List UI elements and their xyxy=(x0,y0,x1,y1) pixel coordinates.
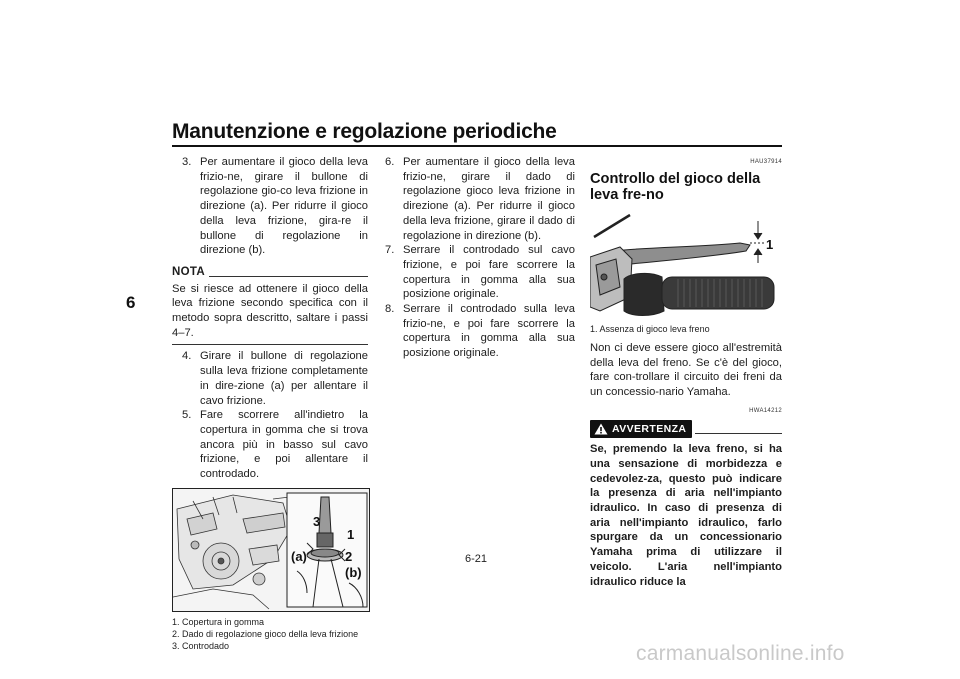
step-3 xyxy=(172,155,368,258)
fig-label-1: 1 xyxy=(347,526,355,542)
step-number: 8. xyxy=(385,303,395,316)
step-text: Fare scorrere all'indietro la copertura in gomma che si trova ancora più in basso sul cavo frizione, e poi allentare il controdado. xyxy=(200,409,368,481)
watermark: carmanualsonline.info xyxy=(636,642,845,665)
step-6 xyxy=(385,155,575,243)
step-7 xyxy=(385,243,575,302)
caption-item: 2. Dado di regolazione gioco della leva frizione xyxy=(172,629,359,640)
chapter-number: 6 xyxy=(126,293,136,312)
warning-badge xyxy=(590,420,692,439)
warning-code: HWA14212 xyxy=(749,407,782,414)
brake-lever-illustration xyxy=(590,207,782,319)
step-number: 4. xyxy=(182,350,192,363)
figure-captions xyxy=(172,616,368,653)
brake-lever-drawing-icon xyxy=(590,207,782,319)
fig-label-3: 3 xyxy=(313,513,321,529)
column-3 xyxy=(590,155,782,589)
figure-caption: 1. Assenza di gioco leva freno xyxy=(590,323,710,334)
caption-item: 3. Controdado xyxy=(172,641,230,652)
warning-icon xyxy=(594,423,608,435)
warning-header xyxy=(590,420,782,439)
section-code: HAU37914 xyxy=(750,159,782,165)
fig-label-a: (a) xyxy=(291,548,307,564)
step-text: Serrare il controdado sul cavo frizione, e poi fare scorrere la copertura in gomma alla sua posizione originale. xyxy=(403,244,575,301)
engine-drawing-icon xyxy=(173,489,369,611)
warning-label: AVVERTENZA xyxy=(612,422,687,435)
nota-end-rule xyxy=(172,344,368,345)
step-number: 5. xyxy=(182,409,192,422)
column-2 xyxy=(385,155,575,361)
nota-text: Se si riesce ad ottenere il gioco della leva frizione secondo specifica con il metodo sopra descritto, saltare i passi 4–7. xyxy=(172,282,368,339)
step-text: Per aumentare il gioco della leva frizio-ne, girare il bullone di regolazione gio-co leva frizione in direzione (a). Per ridurre il gioco della leva frizione, gira-re il bullone di regolazione in direzione (b). xyxy=(200,156,368,257)
caption-item: 1. Copertura in gomma xyxy=(172,616,265,627)
nota-rule xyxy=(209,276,368,277)
page-title: Manutenzione e regolazione periodiche xyxy=(172,120,557,143)
step-text: Serrare il controdado sulla leva frizio-ne, e poi fare scorrere la copertura in gomma alla sua posizione originale. xyxy=(403,303,575,360)
fig-label-2: 2 xyxy=(345,548,353,564)
step-4 xyxy=(172,349,368,408)
step-text: Per aumentare il gioco della leva frizio-ne, girare il dado di regolazione gioco leva frizione in direzione (a). Per ridurre il gioco della leva frizione, girare il dado di regolazione in direzione (b). xyxy=(403,156,575,242)
fig-label-b: (b) xyxy=(345,564,362,580)
section-title: Controllo del gioco della leva fre-no xyxy=(590,170,761,203)
column-1 xyxy=(172,155,368,653)
fig-label-1: 1 xyxy=(766,236,774,252)
step-number: 6. xyxy=(385,156,395,168)
clutch-cable-illustration xyxy=(172,488,370,612)
step-number: 3. xyxy=(182,156,192,168)
nota-label: NOTA xyxy=(172,265,205,278)
step-5 xyxy=(172,408,368,482)
header-rule xyxy=(172,145,782,147)
warning-text: Se, premendo la leva freno, si ha una sensazione di morbidezza e cedevolez-za, questo può indicare la presenza di aria nell'impianto idraulico. In caso di presenza di aria nell'impianto idraulico, farlo spurgare da un concessionario Yamaha prima di utilizzare il veicolo. L'aria nell'impianto idraulico riduce la xyxy=(590,443,782,588)
inspection-paragraph: Non ci deve essere gioco all'estremità della leva del freno. Se c'è del gioco, fare con-trollare il circuito dei freni da un concessio-nario Yamaha. xyxy=(590,342,782,399)
warning-rule xyxy=(695,433,782,434)
step-8 xyxy=(385,302,575,361)
nota-header xyxy=(172,265,368,280)
step-text: Girare il bullone di regolazione sulla leva frizione completamente in dire-zione (a) per allentare il cavo frizione. xyxy=(200,350,368,407)
step-number: 7. xyxy=(385,244,395,257)
page-number: 6-21 xyxy=(465,553,488,565)
